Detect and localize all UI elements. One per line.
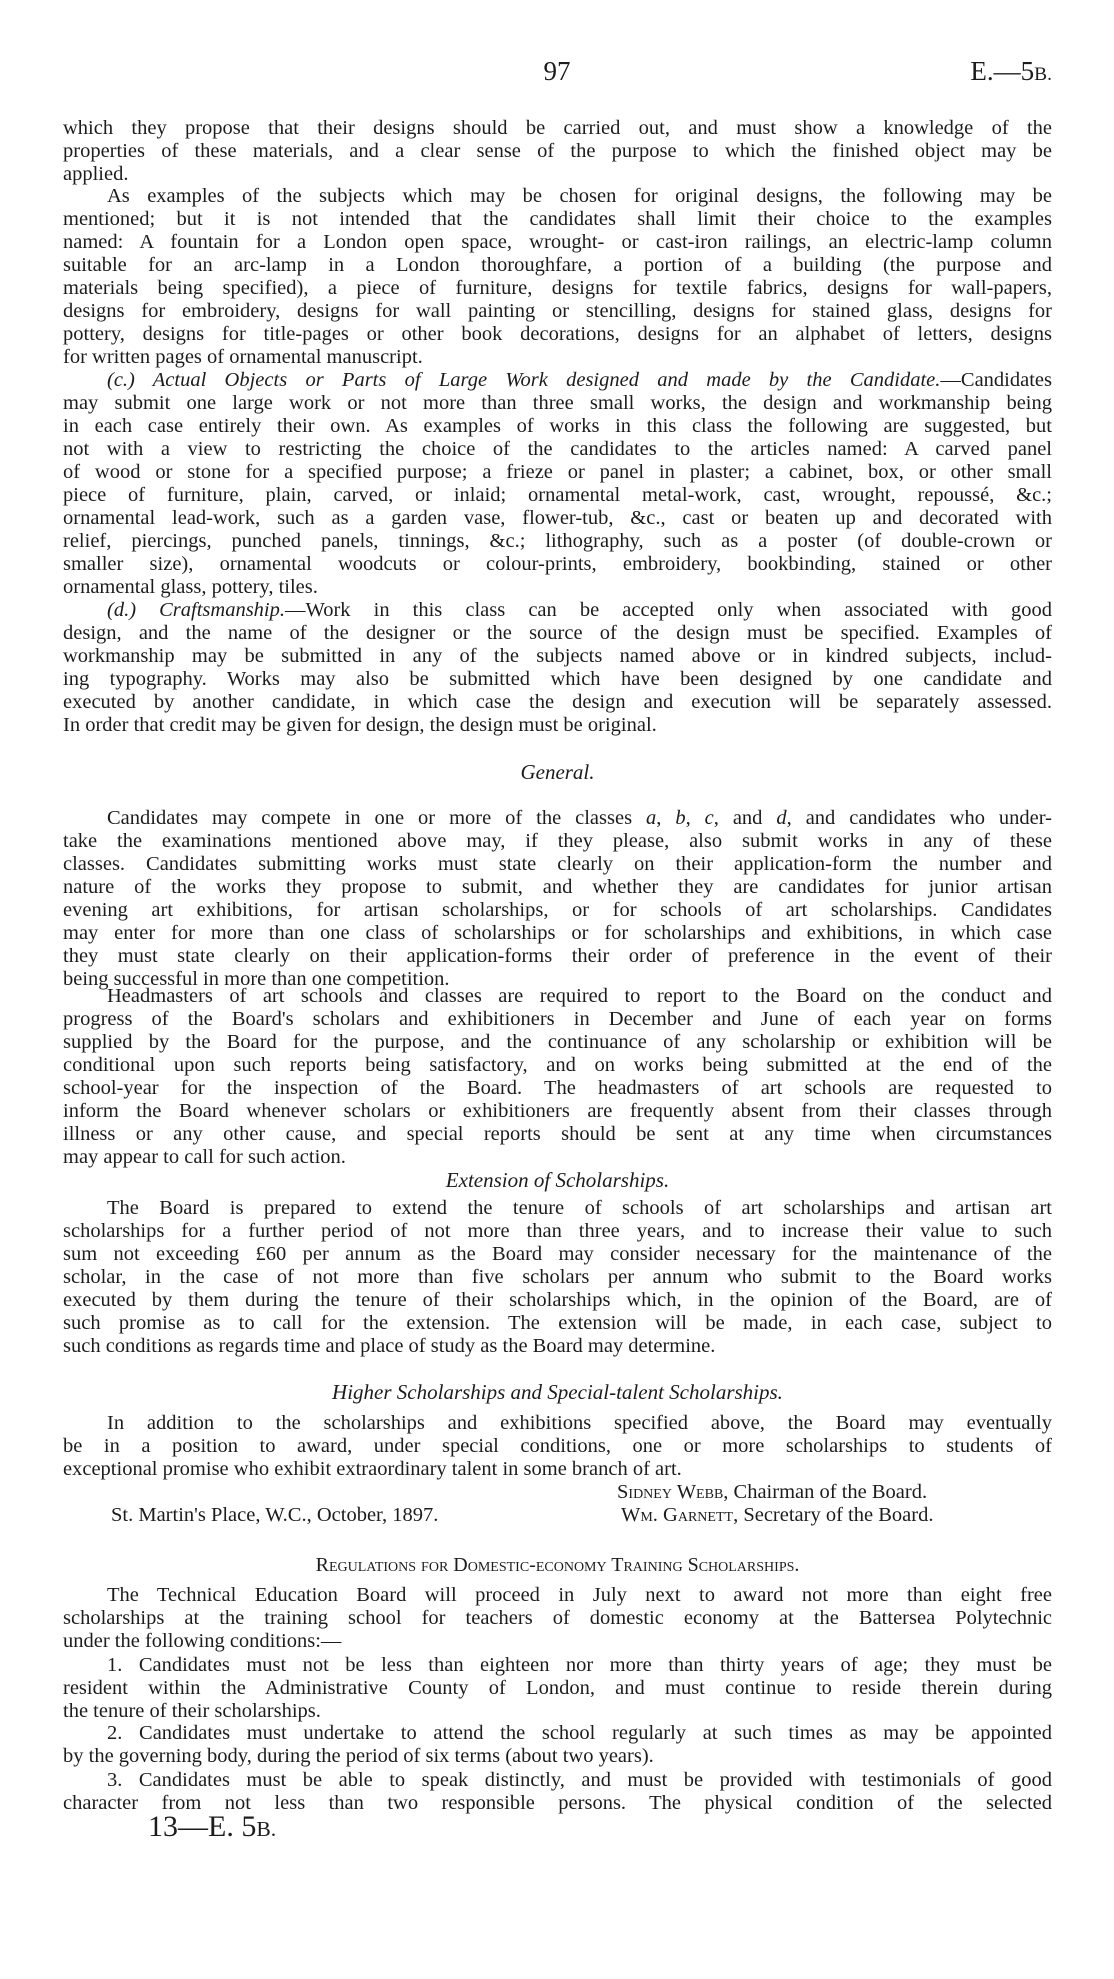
paragraph-class-d — [63, 599, 1052, 737]
text-line: smaller size), ornamental woodcuts or colour-prints, embroidery, bookbinding, stained or other — [63, 553, 1052, 575]
text-segment: —Work in this class can be accepted only when associated with good — [285, 599, 1052, 621]
text-segment: , and candidates who under- — [786, 807, 1053, 829]
text-line: The Board is prepared to extend the tenure of schools of art scholarships and artisan art — [107, 1197, 1052, 1219]
text-line: scholar, in the case of not more than five scholars per annum who submit to the Board works — [63, 1266, 1052, 1288]
text-line: 3. Candidates must be able to speak distinctly, and must be provided with testimonials of good — [107, 1769, 1052, 1791]
text-line: evening art exhibitions, for artisan scholarships, or for schools of art scholarships. Candidates — [63, 899, 1052, 921]
italic-text: d — [776, 807, 787, 829]
text-line: sum not exceeding £60 per annum as the Board may consider necessary for the maintenance of the — [63, 1243, 1052, 1265]
text-line: be in a position to award, under special conditions, one or more scholarships to students of — [63, 1435, 1052, 1457]
text-line: properties of these materials, and a clear sense of the purpose to which the finished object may be — [63, 140, 1052, 162]
text-line: named: A fountain for a London open space, wrought- or cast-iron railings, an electric-lamp column — [63, 231, 1052, 253]
text-line: for written pages of ornamental manuscript. — [63, 346, 423, 368]
document-code — [970, 56, 1052, 87]
text-line: ornamental glass, pottery, tiles. — [63, 576, 318, 598]
text-line: As examples of the subjects which may be chosen for original designs, the following may be — [107, 185, 1052, 207]
text-line: 1. Candidates must not be less than eighteen nor more than thirty years of age; they must be — [107, 1654, 1052, 1676]
printer-mark-main: 13—E. 5 — [148, 1810, 257, 1843]
text-line: conditional upon such reports being satisfactory, and on works being submitted at the end of the — [63, 1054, 1052, 1076]
place-date: St. Martin's Place, W.C., October, 1897. — [111, 1504, 439, 1526]
text-segment: —Candidates — [940, 369, 1052, 391]
text-line: scholarships for a further period of not more than three years, and to increase their value to such — [63, 1220, 1052, 1242]
printer-signature-mark — [148, 1810, 276, 1844]
paragraph-materials — [63, 117, 1052, 186]
page-number: 97 — [543, 56, 571, 86]
text-line: take the examinations mentioned above may, if they please, also submit works in any of these — [63, 830, 1052, 852]
text-line: mentioned; but it is not intended that the candidates shall limit their choice to the examples — [63, 208, 1052, 230]
text-line: Headmasters of art schools and classes are required to report to the Board on the conduct and — [107, 985, 1052, 1007]
document-code-suffix: B. — [1034, 64, 1052, 85]
chairman-title: , Chairman of the Board. — [723, 1481, 928, 1503]
text-line: inform the Board whenever scholars or exhibitioners are frequently absent from their classes through — [63, 1100, 1052, 1122]
text-line: In order that credit may be given for design, the design must be original. — [63, 714, 657, 736]
signature-secretary — [621, 1504, 933, 1527]
text-segment: , and — [713, 807, 777, 829]
heading-higher-scholarships: Higher Scholarships and Special-talent Scholarships. — [332, 1380, 783, 1404]
paragraph-design-examples — [63, 185, 1052, 369]
paragraph-regulations-intro — [63, 1584, 1052, 1653]
document-code-main: E.—5 — [970, 56, 1035, 86]
text-line: such conditions as regards time and place of study as the Board may determine. — [63, 1335, 716, 1357]
text-line: workmanship may be submitted in any of the subjects named above or in kindred subjects, includ- — [63, 645, 1052, 667]
text-line: suitable for an arc-lamp in a London thoroughfare, a portion of a building (the purpose and — [63, 254, 1052, 276]
regulation-item-2 — [63, 1722, 1052, 1768]
italic-text: a — [646, 807, 657, 829]
secretary-title: , Secretary of the Board. — [733, 1504, 934, 1526]
text-line: classes. Candidates submitting works must state clearly on their application-form the number and — [63, 853, 1052, 875]
paragraph-extension — [63, 1197, 1052, 1358]
text-line: applied. — [63, 163, 129, 185]
text-line: piece of furniture, plain, carved, or inlaid; ornamental metal-work, cast, wrought, repoussé, &c.; — [63, 484, 1052, 506]
text-line: illness or any other cause, and special reports should be sent at any time when circumstances — [63, 1123, 1052, 1145]
text-line: ing typography. Works may also be submitted which have been designed by one candidate and — [63, 668, 1052, 690]
text-line: executed by another candidate, in which case the design and execution will be separately assessed. — [63, 691, 1052, 713]
text-line: exceptional promise who exhibit extraordinary talent in some branch of art. — [63, 1458, 682, 1480]
text-line: which they propose that their designs should be carried out, and must show a knowledge of the — [63, 117, 1052, 139]
text-line: design, and the name of the designer or the source of the design must be specified. Examples of — [63, 622, 1052, 644]
heading-general: General. — [520, 760, 595, 784]
text-line: may appear to call for such action. — [63, 1146, 346, 1168]
text-line: 2. Candidates must undertake to attend the school regularly at such times as may be appointed — [107, 1722, 1052, 1744]
paragraph-higher — [63, 1412, 1052, 1481]
text-line — [63, 599, 1052, 622]
text-segment: Candidates may compete in one or more of the classes — [107, 807, 646, 829]
text-line: character from not less than two responsible persons. The physical condition of the selected — [63, 1792, 1052, 1814]
text-line: ornamental lead-work, such as a garden vase, flower-tub, &c., cast or beaten up and decorated with — [63, 507, 1052, 529]
text-line: designs for embroidery, designs for wall painting or stencilling, designs for stained glass, designs for — [63, 300, 1052, 322]
text-line — [63, 369, 1052, 392]
text-line: of wood or stone for a specified purpose; a frieze or panel in plaster; a cabinet, box, or other small — [63, 461, 1052, 483]
text-line: under the following conditions:— — [63, 1630, 342, 1652]
chairman-name: Sidney Webb — [617, 1481, 724, 1503]
regulation-item-1 — [63, 1654, 1052, 1723]
paragraph-class-c — [63, 369, 1052, 599]
printer-mark-suffix: B. — [256, 1817, 277, 1841]
text-segment: , — [685, 807, 705, 829]
italic-text: b — [675, 807, 686, 829]
text-line: In addition to the scholarships and exhibitions specified above, the Board may eventually — [107, 1412, 1052, 1434]
text-segment: , — [656, 807, 676, 829]
text-line: relief, piercings, punched panels, tinnings, &c.; lithography, such as a poster (of double-crown or — [63, 530, 1052, 552]
text-line: materials being specified), a piece of furniture, designs for textile fabrics, designs for wall-papers, — [63, 277, 1052, 299]
text-line: by the governing body, during the period of six terms (about two years). — [63, 1745, 654, 1767]
italic-text: c — [704, 807, 714, 829]
regulation-item-3 — [63, 1769, 1052, 1815]
text-line: in each case entirely their own. As examples of works in this class the following are suggested, but — [63, 415, 1052, 437]
text-line: may enter for more than one class of scholarships or for scholarships and exhibitions, in which case — [63, 922, 1052, 944]
text-line: The Technical Education Board will proceed in July next to award not more than eight free — [107, 1584, 1052, 1606]
text-line: executed by them during the tenure of their scholarships which, in the opinion of the Board, are of — [63, 1289, 1052, 1311]
text-line: school-year for the inspection of the Board. The headmasters of art schools are requested to — [63, 1077, 1052, 1099]
text-line: the tenure of their scholarships. — [63, 1700, 321, 1722]
text-line: being successful in more than one competition. — [63, 968, 450, 990]
text-line: nature of the works they propose to submit, and whether they are candidates for junior artisan — [63, 876, 1052, 898]
heading-extension: Extension of Scholarships. — [445, 1168, 670, 1192]
text-line: resident within the Administrative County of London, and must continue to reside therein during — [63, 1677, 1052, 1699]
paragraph-general-classes — [63, 807, 1052, 991]
signature-chairman — [617, 1481, 927, 1504]
text-line: they must state clearly on their application-forms their order of preference in the event of their — [63, 945, 1052, 967]
heading-regulations: Regulations for Domestic-economy Training Scholarships. — [315, 1554, 800, 1576]
secretary-name: Wm. Garnett — [621, 1504, 734, 1526]
italic-text: (c.) Actual Objects or Parts of Large Work designed and made by the Candidate. — [107, 369, 941, 391]
text-line: scholarships at the training school for teachers of domestic economy at the Battersea Polytechnic — [63, 1607, 1052, 1629]
text-line: such promise as to call for the extension. The extension will be made, in each case, subject to — [63, 1312, 1052, 1334]
text-line: pottery, designs for title-pages or other book decorations, designs for an alphabet of letters, designs — [63, 323, 1052, 345]
paragraph-headmasters — [63, 985, 1052, 1169]
italic-text: (d.) Craftsmanship. — [107, 599, 285, 621]
text-line: supplied by the Board for the purpose, and the continuance of any scholarship or exhibition will be — [63, 1031, 1052, 1053]
text-line: may submit one large work or not more than three small works, the design and workmanship being — [63, 392, 1052, 414]
text-line: progress of the Board's scholars and exhibitioners in December and June of each year on forms — [63, 1008, 1052, 1030]
text-line — [63, 807, 1052, 830]
text-line: not with a view to restricting the choice of the candidates to the articles named: A carved panel — [63, 438, 1052, 460]
